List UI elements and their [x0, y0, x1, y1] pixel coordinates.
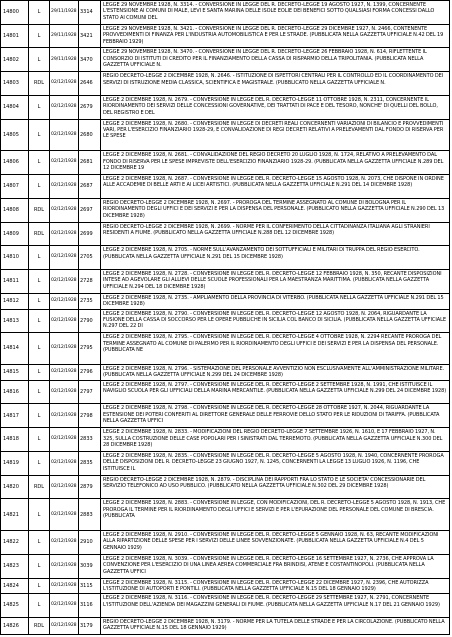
record-type: RDL [29, 199, 50, 222]
record-act-number: 2646 [79, 72, 101, 95]
record-date: 02/12/1928 [50, 175, 79, 198]
record-act-number: 2798 [79, 404, 101, 427]
record-act-number: 2790 [79, 310, 101, 333]
record-date: 02/12/1928 [50, 555, 79, 578]
record-description: LEGGE 2 DICEMBRE 1928, N. 2797. - CONVERSIONE IN LEGGE DEL R. DECRETO-LEGGE 2 SETTEMBRE 1928, N. 1991, CHE ISTITUISCE IL NAVIGLIO SCUOLA PER GLI UFFICIALI DELLA MARINA MERCANTILE. (PUBBLICATA NELLA GAZZETTA UFFICIALE N.299 DEL 24 DICEMBRE 1928) [103, 381, 447, 395]
record-description: REGIO DECRETO-LEGGE 2 DICEMBRE 1928, N. 2646. - ISTITUZIONE DI ISPETTORI CENTRALI PER IL CONTROLLO ED IL COORDINAMENTO DEI SERVIZI DI ISTRUZIONE MEDIA CLASSICA, SCIENTIFICA E MAGISTRALE. (PUBBLICATO NELLA GAZZETTA UFFICIALE N. [103, 73, 444, 86]
record-number: 14813 [1, 310, 29, 333]
record-number: 14815 [1, 365, 29, 380]
record-date: 02/12/1928 [50, 452, 79, 475]
table-row [1, 428, 449, 452]
table-row [1, 199, 449, 223]
record-act-number: 2833 [79, 428, 101, 451]
record-number: 14811 [1, 270, 29, 293]
record-date: 02/12/1928 [50, 120, 79, 151]
table-row [1, 310, 449, 334]
table-row [1, 579, 449, 595]
record-type: L [29, 175, 50, 198]
record-act-number: 2697 [79, 199, 101, 222]
record-number: 14825 [1, 594, 29, 617]
record-date: 02/12/1928 [50, 579, 79, 594]
record-act-number: 3314 [79, 1, 101, 24]
record-date: 29/11/1928 [50, 48, 79, 71]
record-number: 14824 [1, 579, 29, 594]
record-description: REGIO DECRETO-LEGGE 2 DICEMBRE 1928, N. 2697. - PROROGA DEL TERMINE ASSEGNATO AL COMUNE DI BOLOGNA PER IL RIORDINAMENTO DEGLI UFFICI E DEI SERVIZI E PER LA DISPENSA DEL PERSONALE. (PUBBLICATO NELLA GAZZETTA UFFICIALE N.290 DEL 13 DICEMBRE 1928) [103, 199, 445, 219]
record-date: 02/12/1928 [50, 151, 79, 174]
record-description: LEGGE 2 DICEMBRE 1928, N. 2735. - AMPLIAMENTO DELLA PROVINCIA DI VITERBO. (PUBBLICATA NELLA GAZZETTA UFFICIALE N.291 DEL 15 DICEMBRE 1928) [103, 294, 444, 308]
table-row [1, 96, 449, 120]
table-row [1, 452, 449, 476]
record-date: 02/12/1928 [50, 246, 79, 269]
table-row [1, 175, 449, 199]
record-act-number: 2797 [79, 381, 101, 404]
record-act-number: 3470 [79, 48, 101, 71]
record-type: L [29, 365, 50, 380]
record-description: LEGGE 2 DICEMBRE 1928, N. 2681. - CONVALIDAZIONE DEL REGIO DECRETO 20 LUGLIO 1928, N. 1724, RELATIVO A PRELEVAMENTO DAL FONDO DI RISERVA PER LE SPESE IMPREVISTE DELL'ESERCIZIO FINANZIARIO 1928-29. (PUBBLICATA NELLA GAZZETTA UFFICIALE N.289 DEL 12 DICEMBRE 19 [103, 152, 444, 172]
record-act-number: 3115 [79, 579, 101, 594]
record-number: 14820 [1, 476, 29, 499]
record-act-number: 2687 [79, 175, 101, 198]
table-row [1, 476, 449, 500]
record-type: L [29, 1, 50, 24]
record-number: 14806 [1, 151, 29, 174]
table-row [1, 72, 449, 96]
record-description: REGIO DECRETO-LEGGE 2 DICEMBRE 1928, N. 3179. - NORME PER LA TUTELA DELLE STRADE E PER LA CIRCOLAZIONE. (PUBBLICATO NELLA GAZZETTA UFFICIALE N.15 DEL 18 GENNAIO 1929) [103, 619, 445, 632]
record-number: 14821 [1, 499, 29, 530]
record-type: L [29, 333, 50, 364]
table-row [1, 333, 449, 365]
record-act-number: 2883 [79, 499, 101, 530]
table-row [1, 499, 449, 531]
record-description: LEGGE 2 DICEMBRE 1928, N. 3039. - CONVERSIONE IN LEGGE DEL R. DECRETO-LEGGE 16 SETTEMBRE 1927, N. 2736, CHE APPROVA LA CONVENZIONE PER L'ESERCIZIO DI UNA LINEA AEREA COMMERCIALE FRA BRINDISI, ATENE E COSTANTINOPOLI. (PUBBLICATA NELLA GAZZETTA UFFICI [103, 555, 434, 575]
record-number: 14817 [1, 404, 29, 427]
record-type: RDL [29, 72, 50, 95]
record-description: LEGGE 2 DICEMBRE 1928, N. 2796. - SISTEMAZIONE DEL PERSONALE AVVENTIZIO NON ESCLUSIVAMENTE ALL'AMMINISTRAZIONE MILITARE. (PUBBLICATA NELLA GAZZETTA UFFICIALE N.299 DEL 24 DICEMBRE 1928) [103, 365, 445, 379]
record-type: RDL [29, 476, 50, 499]
record-act-number: 2728 [79, 270, 101, 293]
record-description: LEGGE 2 DICEMBRE 1928, N. 2910. - CONVERSIONE IN LEGGE DEL R. DECRETO-LEGGE 5 GENNAIO 1928, N. 63, RECANTE MODIFICAZIONI ALLA RIPARTIZIONE DELLE SPESE PER I SERVIZI DELLE LINEE SOVVENZIONATE. (PUBBLICATA NELLA GAZZETTA UFFICIALE N.4 DEL 5 GENNAIO 1929) [103, 532, 439, 551]
record-description: REGIO DECRETO-LEGGE 2 DICEMBRE 1928, N. 2699. - NORME PER IL CONFERIMENTO DELLA CITTADINANZA ITALIANA AGLI STRANIERI RESIDENTI A FIUME. (PUBBLICATO NELLA GAZZETTA UFFICIALE N.288 DEL 12 DICEMBRE 1928) [103, 223, 430, 236]
record-description: LEGGE 2 DICEMBRE 1928, N. 2883. - CONVERSIONE IN LEGGE, CON MODIFICAZIONI, DEL R. DECRETO-LEGGE 5 AGOSTO 1928, N. 1913, CHE PROROGA IL TERMINE PER IL RIORDINAMENTO DEGLI UFFICI E SERVIZI E PER L'EPURAZIONE DEL PERSONALE DEL COMUNE DI BRESCIA. (PUBBLICATA [103, 500, 446, 520]
record-type: L [29, 310, 50, 333]
record-type: L [29, 294, 50, 309]
record-description: LEGGE 2 DICEMBRE 1928, N. 2798. - CONVERSIONE IN LEGGE DEL R. DECRETO-LEGGE 28 OTTOBRE 1927, N. 2044, RIGUARDANTE LA ESTENSIONE DEI POTERI CONFERITI AL DIRETTORE GENERALE DELLE FERROVIE DELLO STATO PER LE RIDUZIONI DI TARIFFA. (PUBBLICATA NELLA GAZZETTA UFFICI [103, 405, 440, 425]
record-date: 02/12/1928 [50, 476, 79, 499]
record-number: 14816 [1, 381, 29, 404]
record-number: 14800 [1, 1, 29, 24]
record-number: 14823 [1, 555, 29, 578]
table-row [1, 48, 449, 72]
record-number: 14812 [1, 294, 29, 309]
record-type: L [29, 151, 50, 174]
record-description: LEGGE 2 DICEMBRE 1928, N. 2835. - CONVERSIONE IN LEGGE DEL R. DECRETO-LEGGE 5 AGOSTO 1928, N. 1940, CONCERNENTE PROROGA DELLE DISPOSIZIONI DEL R. DECRETO-LEGGE 23 GIUGNO 1927, N. 1245, CONCERNENTI LA LEGGE 13 LUGLIO 1926, N. 1196, CHE ISTITUISCE IL [103, 452, 444, 472]
record-type: L [29, 25, 50, 48]
record-act-number: 2679 [79, 96, 101, 119]
table-row [1, 381, 449, 405]
record-description: LEGGE 2 DICEMBRE 1928, N. 2795. - CONVERSIONE IN LEGGE DEL R. DECRETO-LEGGE 4 OTTOBRE 1928, N. 2294 RECANTE PROROGA DEL TERMINE ASSEGNATO AL COMUNE DI PALERMO PER IL RIORDINAMENTO DEGLI UFFICI E DEI SERVIZI E PER LA DISPENSA DEL PERSONALE. (PUBBLICATA NE [103, 334, 442, 354]
record-date: 02/12/1928 [50, 199, 79, 222]
record-number: 14805 [1, 120, 29, 151]
record-type: L [29, 499, 50, 530]
record-description: LEGGE 2 DICEMBRE 1928, N. 2728. - CONVERSIONE IN LEGGE DEL R. DECRETO-LEGGE 12 FEBBRAIO 1928, N. 350, RECANTE DISPOSIZIONI INTESE AD AGEVOLARE GLI ALLIEVI DELLE SCUOLE PROFESSIONALI PER LA MAESTRANZA MARITTIMA. (PUBBLICATA NELLA GAZZETTA UFFICIALE N.294 DEL 18 DICEMBRE 1928) [103, 270, 442, 290]
record-description: LEGGE 2 DICEMBRE 1928, N. 3116. - CONVERSIONE IN LEGGE DEL R. DECRETO-LEGGE 29 SETTEMBRE 1927, N. 2791, CONCERNENTE L'ISTITUZIONE DELL'AZIENDA DEI MAGAZZINI GENERALI DI FIUME. (PUBBLICATA NELLA GAZZETTA UFFICIALE N.17 DEL 21 GENNAIO 1929) [103, 595, 440, 608]
record-description: LEGGE 2 DICEMBRE 1928, N. 2790. - CONVERSIONE IN LEGGE DEL R. DECRETO-LEGGE 12 AGOSTO 1928, N. 2064, RIGUARDANTE LA FUSIONE DELLA CASSA DI SOCCORSO PER LE OPERE PUBBLICHE IN SICILIA COL BANCO DI SICILIA. (PUBBLICATA NELLA GAZZETTA UFFICIALE N.297 DEL 22 DI [103, 310, 446, 330]
record-description: LEGGE 2 DICEMBRE 1928, N. 2680. - CONVERSIONE IN LEGGE DI DECRETI REALI CONCERNENTI VARIAZIONI DI BILANCIO E PROVVEDIMENTI VARI, PER L'ESERCIZIO FINANZIARIO 1928-29, E CONVALIDAZIONE DI REGI DECRETI RELATIVI A PRELEVAMENTI DAL FONDO DI RISERVA PER LE SPESE [103, 120, 444, 140]
record-act-number: 2705 [79, 246, 101, 269]
record-act-number: 3116 [79, 594, 101, 617]
record-description: LEGGE 2 DICEMBRE 1928, N. 3115. - CONVERSIONE IN LEGGE DEL R. DECRETO-LEGGE 22 DICEMBRE 1927, N. 2396, CHE AUTORIZZA L'ISTITUZIONE DI AUTOPORTI E PONTILI. (PUBBLICATA NELLA GAZZETTA UFFICIALE N.15 DEL 18 GENNAIO 1929) [103, 579, 429, 592]
table-row [1, 531, 449, 555]
record-number: 14808 [1, 199, 29, 222]
record-act-number: 3179 [79, 618, 101, 634]
record-act-number: 2680 [79, 120, 101, 151]
record-number: 14802 [1, 48, 29, 71]
record-type: L [29, 48, 50, 71]
record-number: 14826 [1, 618, 29, 634]
record-type: L [29, 381, 50, 404]
record-act-number: 2835 [79, 452, 101, 475]
table-row [1, 555, 449, 579]
record-date: 02/12/1928 [50, 223, 79, 246]
record-date: 02/12/1928 [50, 365, 79, 380]
record-description: LEGGE 29 NOVEMBRE 1928, N. 3314. - CONVERSIONE IN LEGGE DEL R. DECRETO-LEGGE 19 AGOSTO 1927, N. 1399, CONCERNENTE L'ESTENSIONE AI COMUNI DI MALE, LEVI E SANTA MARINA DELLE ISOLE EOLIE DEI BENEFICI SOTTO QUALSIASI FORMA CONCESSI DALLO STATO AI COMUNI DEL [103, 2, 435, 21]
record-date: 02/12/1928 [50, 404, 79, 427]
record-type: L [29, 555, 50, 578]
record-act-number: 3039 [79, 555, 101, 578]
record-description: REGIO DECRETO-LEGGE 2 DICEMBRE 1928, N. 2879. - DISCIPLINA DEI RAPPORTI FRA LO STATO E LE SOCIETA' CONCESSIONARIE DEL SERVIZIO TELEFONICO AD USO PUBBLICO. (PUBBLICATO NELLA GAZZETTA UFFICIALE N.302 DEL 29 DICEMBRE 1928) [103, 476, 426, 490]
table-row [1, 151, 449, 175]
record-date: 29/11/1928 [50, 1, 79, 24]
record-number: 14822 [1, 531, 29, 554]
record-date: 02/12/1928 [50, 294, 79, 309]
record-date: 02/12/1928 [50, 96, 79, 119]
record-date: 02/12/1928 [50, 428, 79, 451]
record-description: LEGGE 29 NOVEMBRE 1928, N. 3421. - CONVERSIONE IN LEGGE DEL R. DECRETO-LEGGE 29 DICEMBRE 1927, N. 2466, CONTENENTE PROVVEDIMENTI DI FINANZA PER L'INDUSTRIA AUTOMOBILISTICA E PER LE STRADE. (PUBBLICATA NELLA GAZZETTA UFFICIALE N.42 DEL 19 FEBBRAIO 1929) [103, 25, 444, 45]
record-type: L [29, 428, 50, 451]
record-type: L [29, 579, 50, 594]
table-row [1, 1, 449, 25]
table-row [1, 294, 449, 310]
record-number: 14818 [1, 428, 29, 451]
record-date: 02/12/1928 [50, 333, 79, 364]
record-type: L [29, 452, 50, 475]
record-type: L [29, 96, 50, 119]
record-date: 02/12/1928 [50, 381, 79, 404]
table-row [1, 25, 449, 49]
table-row [1, 246, 449, 270]
table-row [1, 223, 449, 247]
record-act-number: 2795 [79, 333, 101, 364]
record-date: 02/12/1928 [50, 72, 79, 95]
table-row [1, 404, 449, 428]
record-act-number: 2910 [79, 531, 101, 554]
record-number: 14819 [1, 452, 29, 475]
record-number: 14803 [1, 72, 29, 95]
record-number: 14807 [1, 175, 29, 198]
record-type: L [29, 270, 50, 293]
record-number: 14801 [1, 25, 29, 48]
record-act-number: 2681 [79, 151, 101, 174]
record-number: 14804 [1, 96, 29, 119]
record-description: LEGGE 2 DICEMBRE 1928, N. 2679. - CONVERSIONE IN LEGGE DEL R. DECRETO-LEGGE 11 OTTOBRE 1928, N. 2311, CONCERNENTE IL RIORDINAMENTO DEI SERVIZI DELLE CONCESSIONI GOVERNATIVE, DEI TRATTATI DI PACE E DEL TESORO, NONCHE' DI QUELLI DEL BOLLO, DEL REGISTRO E DEL [103, 96, 438, 116]
table-row [1, 618, 449, 634]
record-act-number: 2796 [79, 365, 101, 380]
record-type: RDL [29, 223, 50, 246]
record-type: L [29, 120, 50, 151]
record-type: L [29, 404, 50, 427]
record-date: 02/12/1928 [50, 531, 79, 554]
record-type: L [29, 246, 50, 269]
table-row [1, 365, 449, 381]
record-type: L [29, 531, 50, 554]
record-act-number: 2699 [79, 223, 101, 246]
record-date: 02/12/1928 [50, 594, 79, 617]
record-act-number: 2735 [79, 294, 101, 309]
record-act-number: 2879 [79, 476, 101, 499]
record-date: 02/12/1928 [50, 310, 79, 333]
record-date: 02/12/1928 [50, 618, 79, 634]
record-description: LEGGE 2 DICEMBRE 1928, N. 2705. - NORME SULL'AVANZAMENTO DEI SOTTUFFICIALI E MILITARI DI TRUPPA DEL REGIO ESERCITO. (PUBBLICATA NELLA GAZZETTA UFFICIALE N.291 DEL 15 DICEMBRE 1928) [103, 247, 420, 260]
record-number: 14809 [1, 223, 29, 246]
record-number: 14814 [1, 333, 29, 364]
table-row [1, 120, 449, 152]
record-type: RDL [29, 618, 50, 634]
record-description: LEGGE 2 DICEMBRE 1928, N. 2833. - MODIFICAZIONI DEL REGIO DECRETO-LEGGE 7 SETTEMBRE 1926, N. 1610, E 17 FEBBRAIO 1927, N. 325, SULLA COSTRUZIONE DELLE CASE POPOLARI PER I SINISTRATI DAL TERREMOTO. (PUBBLICATA NELLA GAZZETTA UFFICIALE N.300 DEL 28 DICEMBRE 1928) [103, 429, 443, 448]
record-date: 02/12/1928 [50, 270, 79, 293]
record-description: LEGGE 2 DICEMBRE 1928, N. 2687. - CONVERSIONE IN LEGGE DEL R. DECRETO-LEGGE 15 AGOSTO 1928, N. 2073, CHE DISPONE IN ORDINE ALLE ACCADEMIE DI BELLE ARTI E AI LICEI ARTISTICI. (PUBBLICATA NELLA GAZZETTA UFFICIALE N.291 DEL 14 DICEMBRE 1928) [103, 176, 444, 189]
table-row [1, 594, 449, 618]
record-date: 29/11/1928 [50, 25, 79, 48]
record-description: LEGGE 29 NOVEMBRE 1928, N. 3470. - CONVERSIONE IN LEGGE DEL R. DECRETO-LEGGE 26 FEBBRAIO 1928, N. 614, RIFLETTENTE IL CONSORZIO DI ISTITUTI DI CREDITO PER IL FINANZIAMENTO DELLA CASSA DI RISPARMIO DELLA TRIPOLITANIA. (PUBBLICATA NELLA GAZZETTA UFFICIALE N. [103, 49, 427, 69]
table-row [1, 270, 449, 294]
record-act-number: 3421 [79, 25, 101, 48]
record-date: 02/12/1928 [50, 499, 79, 530]
record-number: 14810 [1, 246, 29, 269]
record-type: L [29, 594, 50, 617]
